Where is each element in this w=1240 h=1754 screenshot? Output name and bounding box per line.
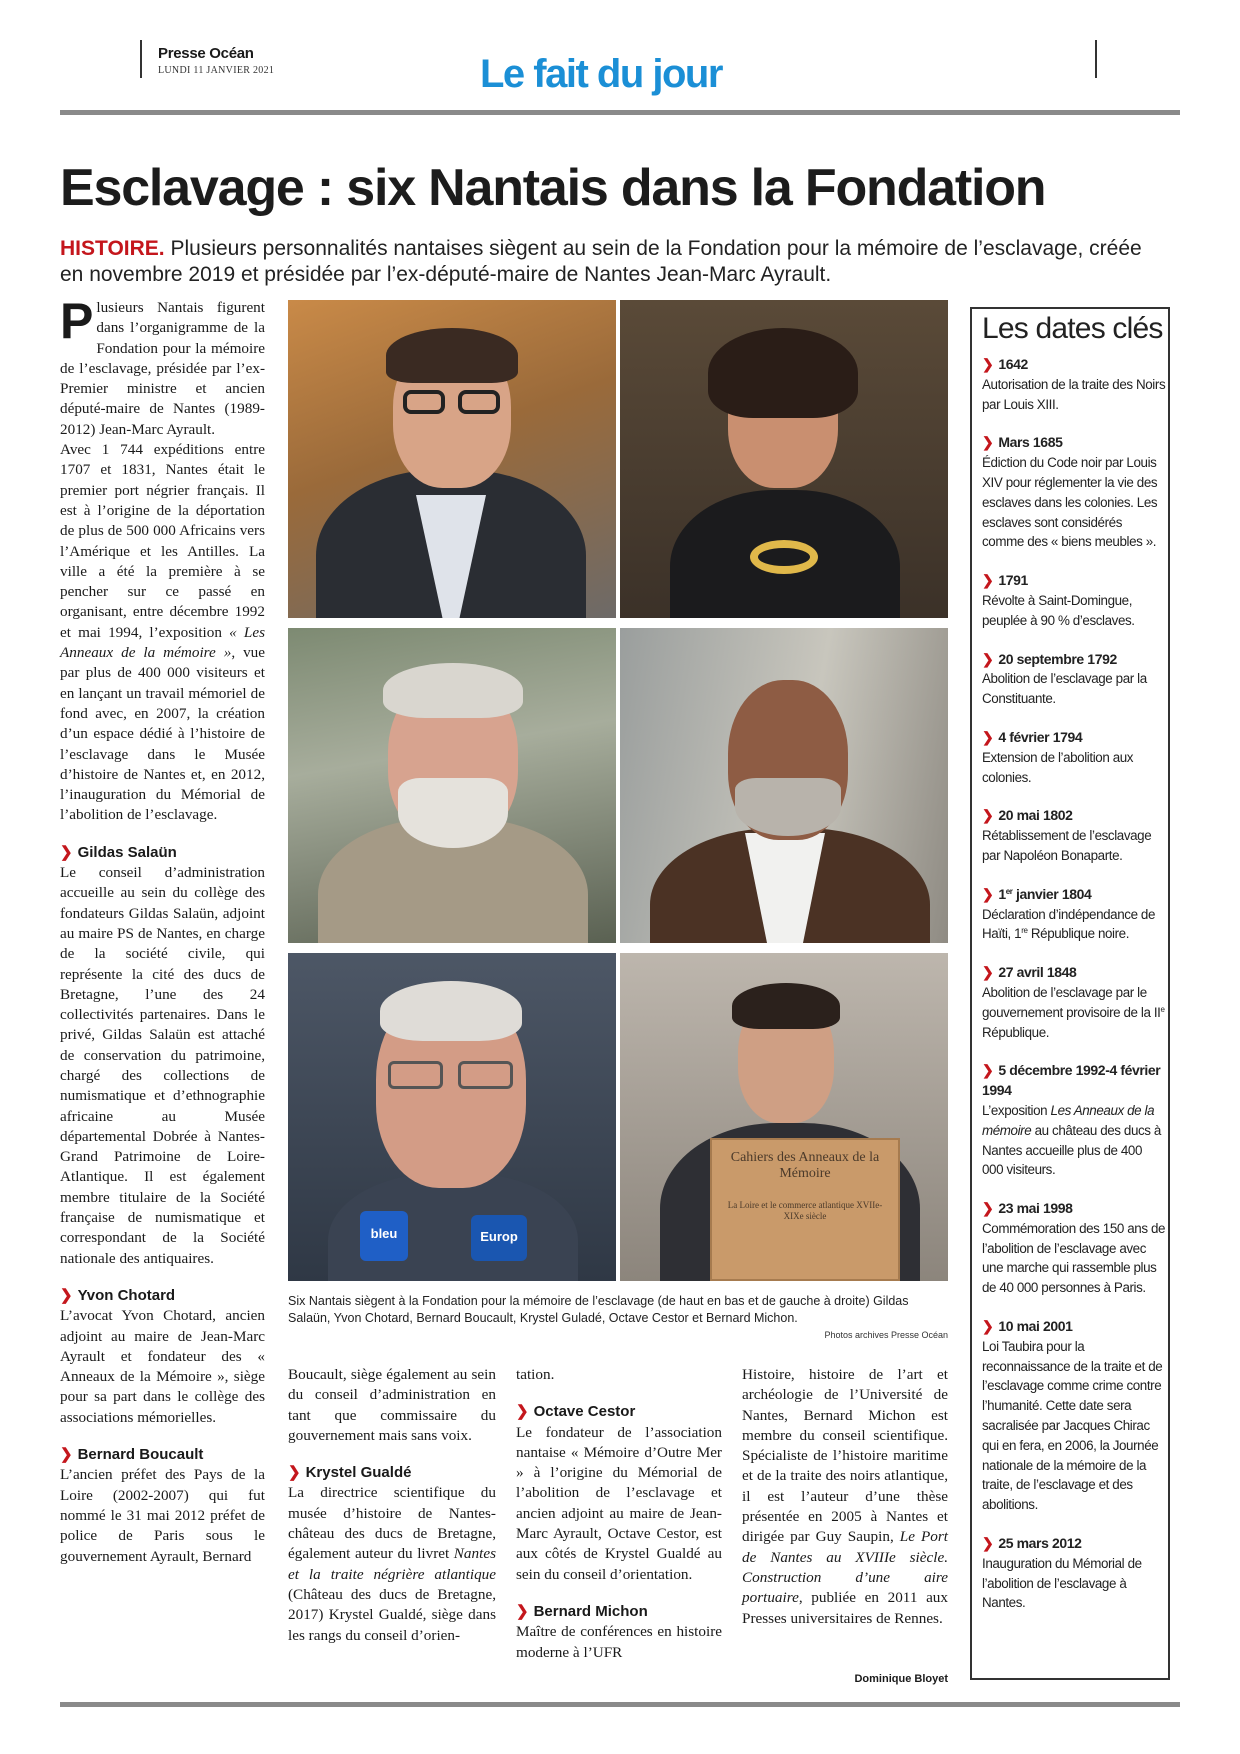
date-label: Mars 1685 bbox=[998, 434, 1063, 451]
standfirst bbox=[60, 236, 1160, 288]
book-cover bbox=[710, 1138, 900, 1281]
date-text-post: République. bbox=[982, 1024, 1050, 1040]
subhead-boucault-label: Bernard Boucault bbox=[77, 1446, 204, 1464]
gualde-book-title: Nantes et la traite négrière atlantique bbox=[288, 1545, 496, 1583]
date-item bbox=[982, 963, 1166, 1042]
date-text: Autorisation de la traite des Noirs par Louis XIII. bbox=[982, 376, 1166, 412]
date-text-expo-title: Les Anneaux de la mémoire bbox=[982, 1102, 1155, 1138]
date-item bbox=[982, 806, 1166, 865]
date-label-rest: janvier 1804 bbox=[1012, 885, 1092, 902]
newspaper-name: Presse Océan bbox=[158, 45, 254, 62]
date-text-pre: L’exposition bbox=[982, 1102, 1051, 1118]
footer-rule bbox=[60, 1702, 1180, 1707]
subhead-cestor bbox=[516, 1402, 722, 1422]
photo-gildas-salaun bbox=[288, 300, 616, 618]
date-text: Commémoration des 150 ans de l’abolition de l’esclavage avec une marche qui rassemble plus de 40 000 personnes à Paris. bbox=[982, 1220, 1166, 1296]
date-label: 23 mai 1998 bbox=[998, 1200, 1073, 1217]
paragraph-salaun: Le conseil d’administration accueille au sein du collège des fondateurs Gildas Salaün, adjoint au maire PS de Nantes, en charge de la société civile, qui représente la cité des ducs de Bretagne, l’une des 24 collectivités partenaires. Dans le privé, Gildas Salaün est attaché de conservation du patrimoine, chargé des collections de numismatique et d’ethnographie africaine au Musée départemental Dobrée à Nantes-Grand Patrimoine de Loire-Atlantique. Il est également membre titulaire de la Société française de numismatique et correspondant de la Société nationale des antiquaires. bbox=[60, 864, 265, 1267]
paragraph-gualde-end: tation. bbox=[516, 1366, 555, 1383]
intro-paragraph-2 bbox=[60, 440, 265, 826]
date-text: Révolte à Saint-Domingue, peuplée à 90 % d’esclaves. bbox=[982, 592, 1135, 628]
paragraph-chotard: L’avocat Yvon Chotard, ancien adjoint au maire de Jean-Marc Ayrault et fondateur des « Anneaux de la Mémoire », siège pour sa part dans le collège des associations mémorielles. bbox=[60, 1307, 265, 1426]
date-item bbox=[982, 728, 1166, 787]
date-text-pre: Déclaration d’indépendance de Haïti, 1 bbox=[982, 906, 1156, 942]
intro-1-text: lusieurs Nantais figurent dans l’organigramme de la Fondation pour la mémoire de l’esclavage, présidée par l’ex-Premier ministre et ancien député-maire de Nantes (1989-2012) Jean-Marc Ayrault. bbox=[60, 299, 265, 438]
subhead-salaun bbox=[60, 843, 265, 863]
standfirst-text: Plusieurs personnalités nantaises siègent au sein de la Fondation pour la mémoire de l’esclavage, créée en novembre 2019 et présidée par l’ex-député-maire de Nantes Jean-Marc Ayrault. bbox=[60, 237, 1142, 286]
subhead-michon bbox=[516, 1602, 722, 1622]
date-text: Loi Taubira pour la reconnaissance de la traite et de l’esclavage comme crime contre l’humanité. Cette date sera sacralisée par Jacques Chirac qui en fera, en 2006, la Journée nationale de la mémoire de la traite, de l’esclavage et des abolitions. bbox=[982, 1338, 1163, 1513]
book-title: Cahiers des Anneaux de la Mémoire bbox=[730, 1150, 880, 1181]
subhead-chotard-label: Yvon Chotard bbox=[77, 1286, 176, 1304]
date-item bbox=[982, 650, 1166, 709]
date-item bbox=[982, 1061, 1166, 1180]
date-text bbox=[982, 983, 1166, 1042]
chevron-right-icon: ❯ bbox=[982, 964, 994, 981]
date-label: 4 février 1794 bbox=[998, 728, 1083, 745]
chevron-right-icon: ❯ bbox=[982, 728, 994, 745]
intro-2b-expo-title: « Les Anneaux de la mémoire » bbox=[60, 623, 265, 662]
date-text-post: République noire. bbox=[1027, 926, 1130, 942]
intro-2c: , vue par plus de 400 000 visiteurs et en lançant un travail mémoriel de fond avec, en 2007, la création d’un espace dédié à l’histoire de l’esclavage dans le Musée d’histoire de Nantes et, en 2012, l’inauguration du Mémorial de l’abolition de l’esclavage. bbox=[60, 644, 266, 824]
date-label: 27 avril 1848 bbox=[998, 964, 1077, 981]
michon-text-c: , publiée en 2011 aux Presses universitaires de Rennes. bbox=[742, 1589, 948, 1627]
paragraph-boucault-1: L’ancien préfet des Pays de la Loire (2002-2007) qui fut nommé le 31 mai 2012 préfet de police de Paris sous le gouvernement Ayrault, Bernard bbox=[60, 1466, 265, 1565]
book-subtitle: La Loire et le commerce atlantique XVIIe-XIXe siècle bbox=[727, 1200, 883, 1221]
photo-bernard-boucault bbox=[288, 953, 616, 1281]
chevron-right-icon: ❯ bbox=[982, 885, 994, 902]
photo-yvon-chotard bbox=[288, 628, 616, 943]
author-signature: Dominique Bloyet bbox=[854, 1673, 948, 1685]
chevron-right-icon: ❯ bbox=[288, 1464, 301, 1482]
paragraph-cestor: Le fondateur de l’association nantaise « Mémoire d’Outre Mer » à l’origine du Mémorial de l’abolition de l’esclavage et ancien adjoint au maire de Jean-Marc Ayrault, Octave Cestor, est aux côtés de Krystel Gualdé au sein du conseil d’orientation. bbox=[516, 1423, 722, 1583]
subhead-gualde-label: Krystel Gualdé bbox=[305, 1464, 412, 1482]
subhead-boucault bbox=[60, 1445, 265, 1465]
subhead-gualde bbox=[288, 1463, 496, 1483]
paragraph-boucault-2: Boucault, siège également au sein du conseil d’administration en tant que commissaire du gouvernement mais sans voix. bbox=[288, 1366, 496, 1444]
chevron-right-icon: ❯ bbox=[516, 1602, 529, 1620]
date-label: 20 septembre 1792 bbox=[998, 650, 1117, 667]
chevron-right-icon: ❯ bbox=[60, 843, 73, 861]
drop-cap: P bbox=[60, 293, 94, 349]
michon-thesis-title: Le Port de Nantes au XVIIIe siècle. Construction d’une aire portuaire bbox=[742, 1528, 948, 1607]
chevron-right-icon: ❯ bbox=[982, 1062, 994, 1079]
date-text-sup: e bbox=[1160, 1004, 1165, 1014]
date-item bbox=[982, 355, 1166, 414]
date-item bbox=[982, 571, 1166, 630]
date-label: 5 décembre 1992-4 février 1994 bbox=[982, 1062, 1161, 1099]
date-label: 25 mars 2012 bbox=[998, 1535, 1082, 1552]
gualde-text-c: (Château des ducs de Bretagne, 2017) Krystel Gualdé, siège dans les rangs du conseil d’orien- bbox=[288, 1585, 496, 1644]
chevron-right-icon: ❯ bbox=[60, 1446, 73, 1464]
header-left-bar bbox=[140, 40, 142, 78]
subhead-salaun-label: Gildas Salaün bbox=[77, 843, 177, 861]
date-item bbox=[982, 1199, 1166, 1298]
section-rubric: Le fait du jour bbox=[480, 52, 722, 96]
chevron-right-icon: ❯ bbox=[982, 1318, 994, 1335]
chevron-right-icon: ❯ bbox=[982, 650, 994, 667]
photo-credit: Photos archives Presse Océan bbox=[824, 1330, 948, 1340]
key-dates-title: Les dates clés bbox=[982, 312, 1163, 345]
chevron-right-icon: ❯ bbox=[60, 1286, 73, 1304]
date-label: 1642 bbox=[998, 356, 1028, 372]
date-label-number: 1 bbox=[998, 885, 1006, 902]
subhead-chotard bbox=[60, 1286, 265, 1306]
intro-2a: Avec 1 744 expéditions entre 1707 et 1831, Nantes était le premier port négrier français. Il est à l’origine de la déportation de plus de 500 000 Africains vers l’Amérique et les Antilles. La ville a été la première à se pencher sur ce passé en organisant, entre décembre 1992 et mai 1994, l’exposition bbox=[60, 441, 265, 641]
article-column-2 bbox=[288, 1365, 496, 1646]
header-rule bbox=[60, 110, 1180, 115]
date-label-sup: er bbox=[1005, 886, 1013, 896]
date-item bbox=[982, 885, 1166, 944]
mic-label-bleu: bleu bbox=[370, 1226, 398, 1241]
date-label: 20 mai 1802 bbox=[998, 807, 1073, 824]
chevron-right-icon: ❯ bbox=[982, 356, 994, 372]
date-text: Rétablissement de l’esclavage par Napoléon Bonaparte. bbox=[982, 828, 1152, 863]
issue-date: LUNDI 11 JANVIER 2021 bbox=[158, 65, 275, 76]
paragraph-gualde bbox=[288, 1483, 496, 1645]
photo-octave-cestor bbox=[620, 628, 948, 943]
date-text-post: au château des ducs à Nantes accueille plus de 400 000 visiteurs. bbox=[982, 1122, 1161, 1178]
intro-paragraph-1 bbox=[60, 293, 265, 440]
chevron-right-icon: ❯ bbox=[982, 807, 994, 824]
chevron-right-icon: ❯ bbox=[516, 1403, 529, 1421]
subhead-cestor-label: Octave Cestor bbox=[533, 1403, 636, 1421]
paragraph-michon-1: Maître de conférences en histoire moderne à l’UFR bbox=[516, 1623, 722, 1661]
date-label: 1791 bbox=[998, 572, 1028, 589]
mic-label-europe: Europ bbox=[480, 1229, 518, 1244]
date-text bbox=[982, 905, 1166, 945]
photo-caption: Six Nantais siègent à la Fondation pour la mémoire de l’esclavage (de haut en bas et de gauche à droite) Gildas Salaün, Yvon Chotard, Bernard Boucault, Krystel Guladé, Octave Cestor et Bernard Michon. bbox=[288, 1294, 909, 1325]
date-text bbox=[982, 1101, 1166, 1180]
photo-bernard-michon bbox=[620, 953, 948, 1281]
date-item bbox=[982, 1534, 1166, 1613]
standfirst-kicker: HISTOIRE. bbox=[60, 237, 165, 260]
article-column-4 bbox=[742, 1365, 948, 1629]
gualde-text-a: La directrice scientifique du musée d’histoire de Nantes-château des ducs de Bretagne, également auteur du livret bbox=[288, 1484, 496, 1563]
paragraph-michon-2 bbox=[742, 1365, 948, 1629]
date-text: Abolition de l’esclavage par la Constituante. bbox=[982, 671, 1147, 707]
headline: Esclavage : six Nantais dans la Fondation bbox=[60, 159, 1046, 217]
subhead-michon-label: Bernard Michon bbox=[533, 1602, 648, 1620]
key-dates-list bbox=[982, 355, 1166, 1632]
date-text-pre: Abolition de l’esclavage par le gouvernement provisoire de la II bbox=[982, 984, 1161, 1020]
michon-text-a: Histoire, histoire de l’art et archéologie de l’Université de Nantes, Bernard Michon est membre du conseil scientifique. Spécialiste de l’histoire maritime et de la traite des noirs atlantique, il est l’auteur d’une thèse présentée en 2005 à Nantes et dirigée par Guy Saupin, bbox=[742, 1366, 948, 1546]
date-text: Édiction du Code noir par Louis XIV pour réglementer la vie des esclaves dans les colonies. Les esclaves sont considérés comme des « biens meubles ». bbox=[982, 455, 1158, 550]
date-text-sup: re bbox=[1021, 926, 1028, 936]
date-text: Inauguration du Mémorial de l’abolition de l’esclavage à Nantes. bbox=[982, 1555, 1142, 1611]
date-item bbox=[982, 1317, 1166, 1515]
date-text: Extension de l’abolition aux colonies. bbox=[982, 749, 1134, 785]
chevron-right-icon: ❯ bbox=[982, 1200, 994, 1217]
photo-krystel-gualde bbox=[620, 300, 948, 618]
date-item bbox=[982, 433, 1166, 552]
article-column-3 bbox=[516, 1365, 722, 1663]
header-right-bar bbox=[1095, 40, 1097, 78]
date-label: 10 mai 2001 bbox=[998, 1318, 1073, 1335]
chevron-right-icon: ❯ bbox=[982, 1535, 994, 1552]
chevron-right-icon: ❯ bbox=[982, 572, 994, 589]
chevron-right-icon: ❯ bbox=[982, 434, 994, 451]
article-column-1 bbox=[60, 293, 266, 1567]
